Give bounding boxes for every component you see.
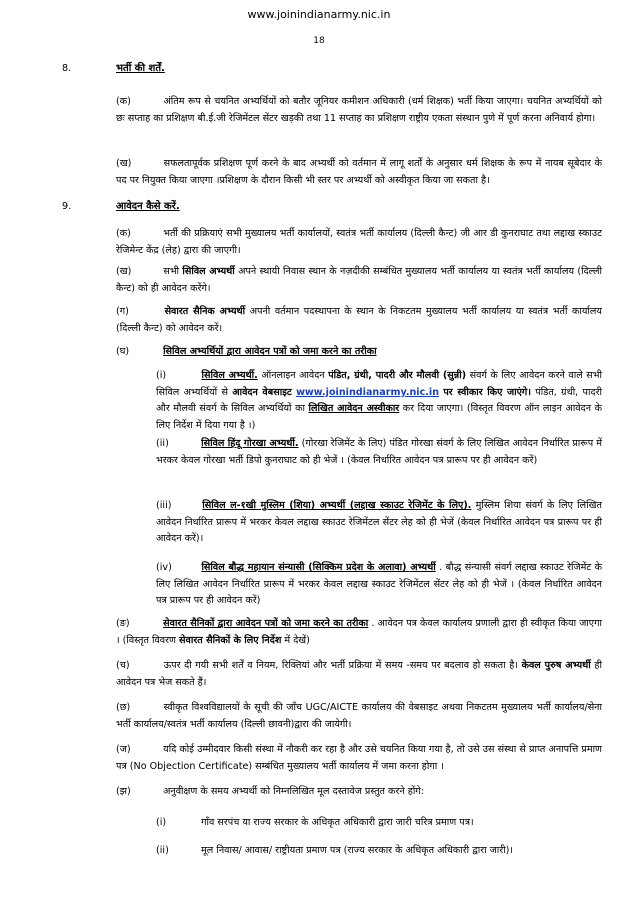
section-9-gh-ii [156,436,602,469]
section-9-title: आवेदन कैसे करें. [116,201,180,212]
section-9-kh-post: अपने स्थायी निवास स्थान के नज़दीकी सम्बंधित मुख्यालय भर्ती कार्यालय या स्वतंत्र भर्ती कार्यालय (दिल्ली कैन्ट) को ही आवेदन करेंगे। [116,266,602,294]
j-text: यदि कोई उम्मीदवार किसी संस्था में नौकरी कर रहा है और उसे चयनित किया गया है, तो उसे उस संस्था से प्राप्त अनापत्ति प्रमाण पत्र (No Objection Certificate) सम्बंधित मुख्यालय भर्ती कार्यालय में जमा करना होगा । [116,744,602,772]
website-link[interactable]: www.joinindianarmy.nic.in [296,386,440,398]
section-8-kh [116,156,602,189]
gh-iv-title: सिविल बौद्ध महायान संन्यासी (सिक्किम प्रदेश के अलावा) अभ्यर्थी [201,562,436,573]
ch-text: ऊपर दी गयी सभी शर्तें व नियम, रिक्तियां और भर्ती प्रक्रिया में समय -समय पर बदलाव हो सकता है। [163,660,518,671]
gh-i-text: कर दिया जाएगा। (विस्तृत विवरण ऑन लाइन आवेदन के लिए निर्देश में दिया गया है ।) [156,403,602,431]
gh-iii-text: मुस्लिम शिया संवर्ग के लिए लिखित आवेदन निर्धारित प्रारूप में भरकर केवल लद्दाख स्काउट रेजिमेंटल सेंटर लेह को ही भेजें (केवल निर्धारित आवेदन पत्र प्रारूप पर ही आवेदन करें)। [156,500,602,544]
section-9-gh-i [156,368,602,434]
section-9-kh-pre: सभी [163,266,180,277]
section-8-kh-text: सफलतापूर्वक प्रशिक्षण पूर्ण करने के बाद अभ्यर्थी को वर्तमान में लागू शर्तों के अनुसार धर्म शिक्षक के रूप में नायब सूबेदार के पद पर नियुक्त किया जाएगा ।प्रशिक्षण के दौरान किसी भी स्तर पर अभ्यर्थी को अस्वीकृत किया जा सकता है। [116,158,602,186]
section-9-g-bold: सेवारत सैनिक अभ्यर्थी [164,306,246,317]
ng-text: में देखें) [284,634,310,646]
item-label: (ख) [116,158,132,169]
item-label: (च) [116,660,130,671]
item-label: (iii) [156,500,172,511]
item-label: (ख) [116,266,132,277]
item-label: (ii) [156,845,169,856]
section-9-j [116,742,602,775]
item-label: (iv) [156,562,172,573]
item-label: (क) [116,96,131,107]
gh-i-bold-cadre: पंडित, ग्रंथी, पादरी और मौलवी (सुन्नी) [328,370,467,381]
section-9-g [116,304,602,337]
ch-bold: केवल पुरुष अभ्यर्थी [521,660,591,671]
section-9-jh [116,784,602,801]
item-label: (क) [116,228,131,239]
section-9-number: 9. [62,201,72,212]
list-item-text: मूल निवास/ आवास/ राष्ट्रीयता प्रमाण पत्र (राज्य सरकार के अधिकृत अधिकारी द्वारा जारी)। [201,845,514,856]
list-item [156,815,602,832]
section-9-k [116,226,602,259]
section-9-gh-title: सिविल अभ्यर्थियों द्वारा आवेदन पत्रों को जमा करने का तरीका [163,346,377,357]
gh-ii-title: सिविल हिंदू गोरखा अभ्यर्थी. [201,438,299,449]
section-8-title: भर्ती की शर्तें. [116,63,165,74]
section-8-number: 8. [62,63,72,74]
gh-i-bold-site: आवेदन वेबसाइट [232,386,292,398]
item-label: (ii) [156,438,169,449]
header-url: www.joinindianarmy.nic.in [247,8,391,21]
ch-text: ही आवेदन पत्र भेज सकते हैं। [116,660,602,688]
jh-text: अनुवीक्षण के समय अभ्यर्थी को निम्नलिखित मूल दस्तावेज प्रस्तुत करने होंगे: [163,786,424,797]
section-9-gh-iii [156,498,602,548]
ng-text: . आवेदन पत्र केवल कार्यालय प्रणाली द्वारा ही स्वीकृत किया जाएगा । (विस्तृत विवरण [116,618,602,646]
gh-i-text: पंडित, ग्रंथी, पादरी और मौलवी संवर्ग के सिविल अभ्यर्थियों का [156,386,602,414]
ng-title: सेवारत सैनिकों द्वारा आवेदन पत्रों को जमा करने का तरीका [163,618,369,629]
list-item-text: गाँव सरपंच या राज्य सरकार के अधिकृत अधिकारी द्वारा जारी चरित्र प्रमाण पत्र। [201,817,474,828]
gh-ii-text: (गोरखा रेजिमेंट के लिए) पंडित गोरखा संवर्ग के लिए लिखित आवेदन निर्धारित प्रारूप में भरकर केवल गोरखा भर्ती डिपो कुनराघाट को ही भेजें । (केवल निर्धारित आवेदन पत्र प्रारूप पर ही आवेदन करें) [156,438,602,466]
section-9-gh-iv [156,560,602,610]
section-9-kh-bold: सिविल अभ्यर्थी [182,266,235,277]
gh-i-bold-accept: पर स्वीकार किए जाएंगे। [443,386,531,398]
chh-text: स्वीकृत विश्वविद्यालयों के सूची की जाँच UGC/AICTE कार्यालय की वेबसाइट अथवा निकटतम मुख्यालय भर्ती कार्यालय/सेना भर्ती कार्यालय/स्वतंत्र भर्ती कार्यालय (दिल्ली छावनी)द्वारा की जायेगी। [116,702,602,730]
section-9-ng [116,616,602,649]
section-8-k [116,94,602,127]
ng-bold: सेवारत सैनिकों के लिए निर्देश [179,634,282,646]
section-9-gh-heading [116,344,602,361]
list-item [156,843,602,860]
section-9-kh [116,264,602,297]
item-label: (घ) [116,346,130,357]
item-label: (ङ) [116,618,130,629]
section-9-k-text: भर्ती की प्रक्रियाएं सभी मुख्यालय भर्ती कार्यालयों, स्वतंत्र भर्ती कार्यालय (दिल्ली कैन्ट) जी आर डी कुनराघाट तथा लद्दाख स्काउट रेजिमेन्ट केंद्र (लेह) द्वारा की जाएगी। [116,228,602,256]
section-9-ch [116,658,602,691]
section-8-k-text: अंतिम रूप से चयनित अभ्यर्थियों को बतौर जूनियर कमीशन अधिकारी (धर्म शिक्षक) भर्ती किया जाएगा। चयनित अभ्यर्थियों को छः सप्ताह का प्रशिक्षण बी.ई.जी रेजिमेंटल सेंटर खड़की तथा 11 सप्ताह का प्रशिक्षण राष्ट्रीय एकता संस्थान पुणे में पूर्ण करना अनिवार्य होगा। [116,96,602,124]
section-9-g-post: अपनी वर्तमान पदस्थापना के स्थान के निकटतम मुख्यालय भर्ती कार्यालय या स्वतंत्र भर्ती कार्यालय (दिल्ली कैन्ट) को आवेदन करें। [116,306,602,334]
section-9-chh [116,700,602,733]
item-label: (छ) [116,702,131,713]
gh-i-bold-reject: लिखित आवेदन अस्वीकार [308,403,400,414]
item-label: (i) [156,370,167,381]
gh-i-text: ऑनलाइन आवेदन [261,370,325,381]
gh-iii-title: सिविल ल-१खी मुस्लिम (शिया) अभ्यर्थी (लद्दाख स्काउट रेजिमेंट के लिए). [202,500,472,511]
item-label: (झ) [116,786,131,797]
gh-i-title: सिविल अभ्यर्थी. [201,370,258,381]
item-label: (i) [156,817,167,828]
gh-iv-text: . बौद्ध संन्यासी संवर्ग लद्दाख स्काउट रेजिमेंट के लिए लिखित आवेदन निर्धारित प्रारूप में भरकर केवल लद्दाख स्काउट रेजिमेंटल सेंटर लेह को ही भेजें । (केवल निर्धारित आवेदन पत्र प्रारूप पर ही आवेदन करें) [156,562,602,606]
gh-i-text: संवर्ग के लिए आवेदन करने वाले सभी सिविल अभ्यर्थियों से [156,370,602,398]
page-number: 18 [313,36,325,46]
item-label: (ज) [116,744,131,755]
item-label: (ग) [116,306,129,317]
